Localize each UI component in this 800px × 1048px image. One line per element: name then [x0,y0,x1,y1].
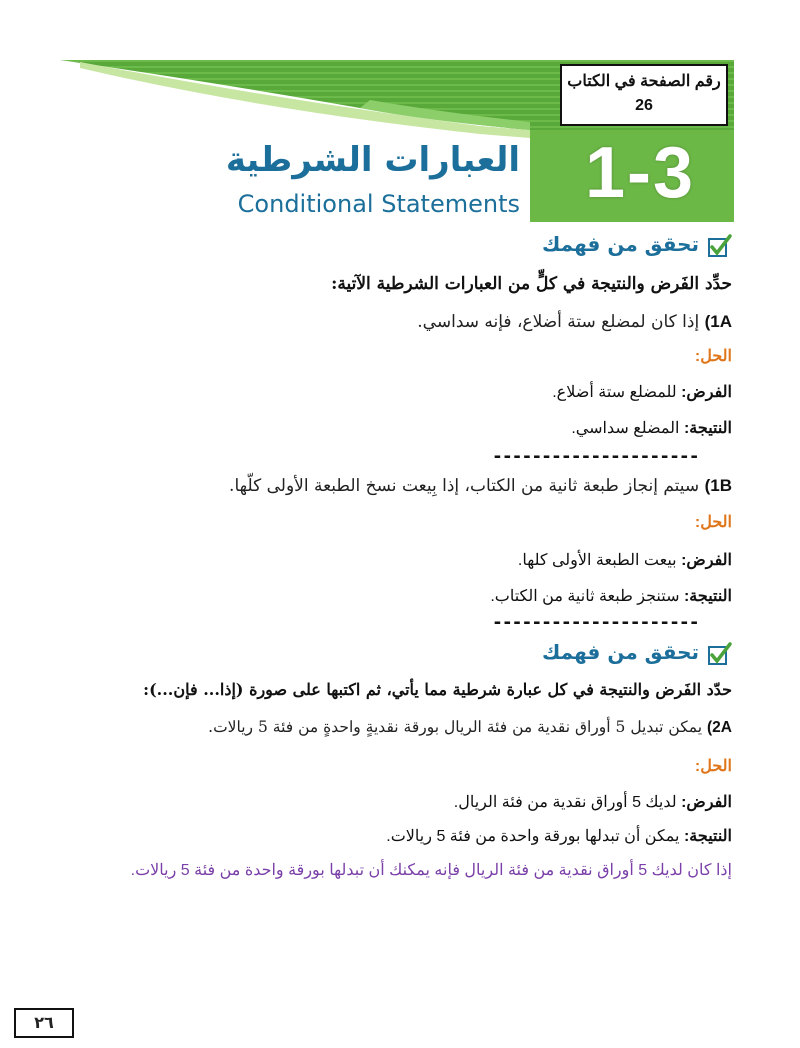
conditional-answer-2a: إذا كان لديك 5 أوراق نقدية من فئة الريال فإنه يمكنك أن تبدلها بورقة واحدة من فئة 5 ريالات. [130,862,732,879]
check-understanding-heading-1 [432,232,732,259]
hypothesis-2a [52,792,732,812]
page-number-box: ٢٦ [14,1008,74,1038]
section1-prompt: حدِّد الفَرض والنتيجة في كلٍّ من العبارات الشرطية الآتية: [331,274,732,294]
check-heading-text: تحقق من فهمك [542,640,700,664]
conclusion-2a [52,826,732,846]
section2-prompt: حدّد الفَرض والنتيجة في كل عبارة شرطية مما يأتي، ثم اكتبها على صورة (إذا... فإن...): [143,680,732,699]
hypothesis-text: للمضلع ستة أضلاع. [552,384,677,401]
hypothesis-label: الفرض: [681,384,732,401]
page-reference-box [560,64,728,126]
conclusion-text: المضلع سداسي. [571,420,680,437]
check-heading-text: تحقق من فهمك [542,232,700,256]
lesson-title-english: Conditional Statements [237,190,520,218]
exercise-text: سيتم إنجاز طبعة ثانية من الكتاب، إذا بِيعت نسخ الطبعة الأولى كلّها. [229,476,700,496]
check-understanding-heading-2 [432,640,732,667]
hypothesis-1b [52,550,732,570]
solution-label-2a: الحل: [694,758,732,775]
hypothesis-1a [52,382,732,402]
hypothesis-label: الفرض: [681,794,732,811]
hypothesis-label: الفرض: [681,552,732,569]
conclusion-label: النتيجة: [683,828,732,845]
divider-1: --------------------- [492,446,699,467]
conclusion-1a [52,418,732,438]
checkbox-check-icon [706,233,732,259]
conclusion-label: النتيجة: [683,420,732,437]
conclusion-1b [52,586,732,606]
exercise-number: 1A) [704,312,732,331]
exercise-text: إذا كان لمضلع ستة أضلاع، فإنه سداسي. [417,312,700,332]
conclusion-text: ستنجز طبعة ثانية من الكتاب. [490,588,680,605]
hypothesis-text: بيعت الطبعة الأولى كلها. [517,552,677,569]
divider-2: --------------------- [492,612,699,633]
exercise-number: 1B) [704,476,732,495]
page-reference-number: 26 [635,97,653,114]
hypothesis-text: لديك 5 أوراق نقدية من فئة الريال. [453,794,677,811]
checkbox-check-icon [706,641,732,667]
exercise-number: 2A) [707,719,732,736]
lesson-number: 1-3 [584,133,696,213]
lesson-title-arabic: العبارات الشرطية [225,140,520,180]
solution-label-1a: الحل: [694,348,732,365]
solution-label-1b: الحل: [694,514,732,531]
exercise-2a [52,718,732,737]
exercise-1a [52,312,732,332]
page-reference-label: رقم الصفحة في الكتاب [567,73,721,90]
exercise-text: يمكن تبديل 5 أوراق نقدية من فئة الريال بورقة نقديةٍ واحدةٍ من فئة 5 ريالات. [208,718,703,736]
exercise-1b [52,476,732,496]
conclusion-label: النتيجة: [683,588,732,605]
conclusion-text: يمكن أن تبدلها بورقة واحدة من فئة 5 ريالات. [386,828,680,845]
